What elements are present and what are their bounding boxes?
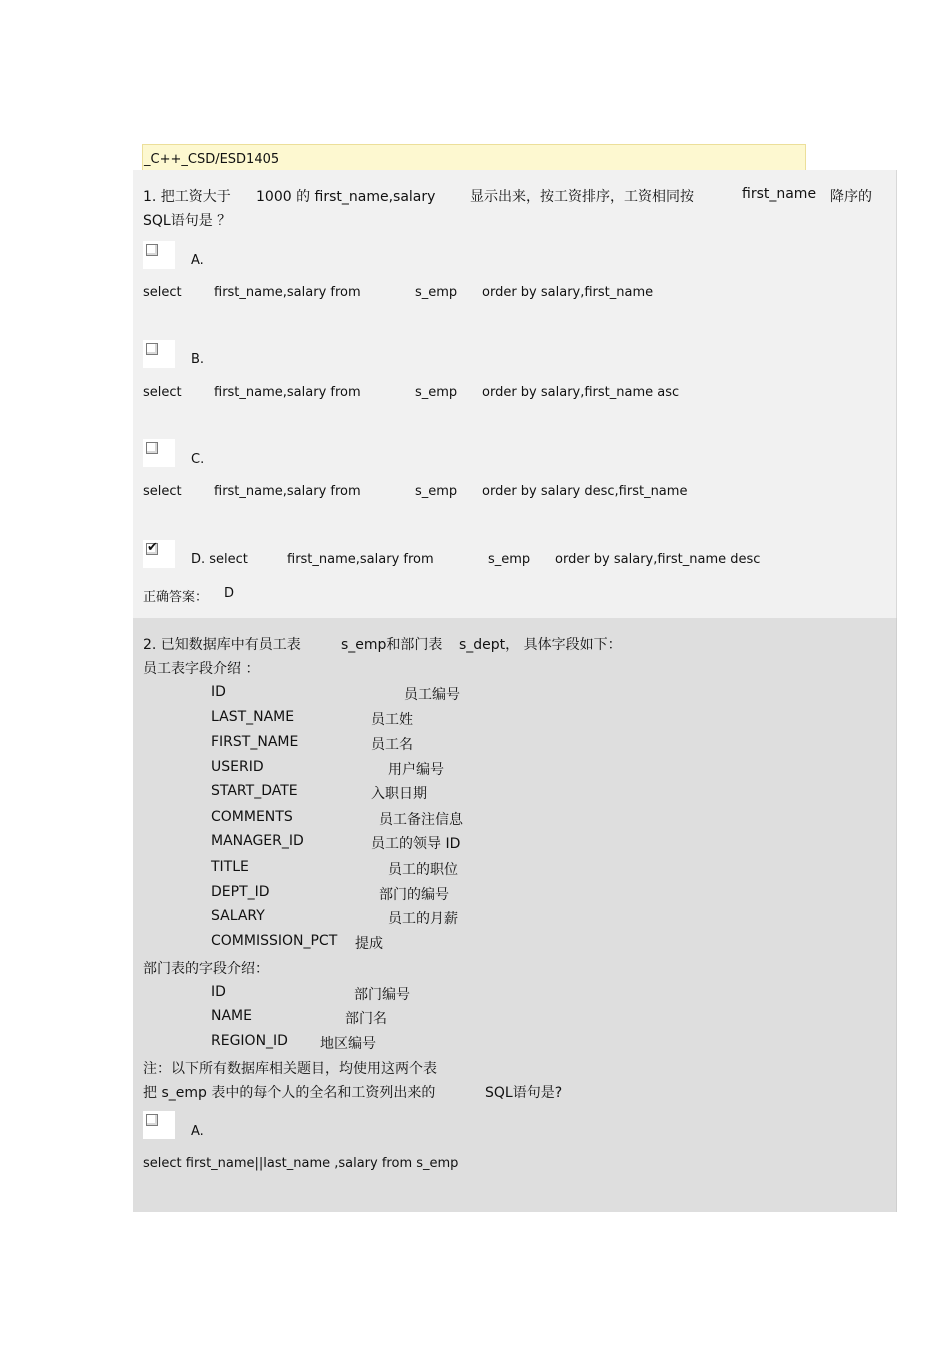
checkbox-icon xyxy=(146,343,158,355)
checkbox-icon xyxy=(146,244,158,256)
q2-option-a-letter: A. xyxy=(191,1124,204,1139)
q2-option-a-checkbox[interactable] xyxy=(143,1111,175,1139)
dept-field-desc: 部门编号 xyxy=(354,987,410,1003)
q2-stem-part: s_emp和部门表 xyxy=(341,637,443,653)
q1-option-b-checkbox[interactable] xyxy=(143,340,175,368)
q1-option-b-text: s_emp xyxy=(415,385,458,400)
q2-emp-title: 员工表字段介绍 ： xyxy=(143,661,260,677)
q1-option-b-text: order by salary,first_name asc xyxy=(482,385,680,400)
q2-question-part: SQL语句是? xyxy=(485,1085,563,1101)
q1-option-d-checkbox[interactable] xyxy=(143,540,175,568)
q1-stem-part: 1000 的 first_name,salary xyxy=(256,189,436,205)
emp-field-desc: 员工名 xyxy=(371,737,413,753)
course-title: _C++_CSD/ESD1405 xyxy=(144,152,280,167)
q1-option-a-checkbox[interactable] xyxy=(143,241,175,269)
emp-field-name: COMMENTS xyxy=(211,809,293,825)
q2-dept-title: 部门表的字段介绍： xyxy=(143,961,269,977)
q1-stem-part: 1. 把工资大于 xyxy=(143,189,231,205)
dept-field-desc: 地区编号 xyxy=(320,1036,376,1052)
q1-answer-label: 正确答案： xyxy=(143,590,209,605)
q1-option-a-letter: A. xyxy=(191,253,204,268)
q1-option-b-letter: B. xyxy=(191,352,205,367)
q1-option-a-text: s_emp xyxy=(415,285,458,300)
q1-option-c-text: select xyxy=(143,484,182,499)
emp-field-name: ID xyxy=(211,684,226,700)
emp-field-name: LAST_NAME xyxy=(211,709,295,725)
checkbox-icon xyxy=(146,442,158,454)
emp-field-desc: 入职日期 xyxy=(371,786,427,802)
dept-field-name: NAME xyxy=(211,1008,252,1024)
dept-field-name: ID xyxy=(211,984,226,1000)
emp-field-name: FIRST_NAME xyxy=(211,734,299,750)
q1-option-d-text: s_emp xyxy=(488,552,531,567)
q2-note: 注：以下所有数据库相关题目，均使用这两个表 xyxy=(143,1061,437,1077)
q1-stem-part: 显示出来，按工资排序，工资相同按 xyxy=(470,189,694,205)
emp-field-desc: 员工的职位 xyxy=(388,862,458,878)
emp-field-desc: 员工的领导 ID xyxy=(371,836,461,852)
emp-field-desc: 员工备注信息 xyxy=(379,812,463,828)
emp-field-name: DEPT_ID xyxy=(211,884,270,900)
q2-stem-part: 2. 已知数据库中有员工表 xyxy=(143,637,301,653)
q2-stem-part: s_dept， 具体字段如下： xyxy=(459,637,622,653)
q2-question-part: 把 s_emp 表中的每个人的全名和工资列出来的 xyxy=(143,1085,436,1101)
emp-field-name: MANAGER_ID xyxy=(211,833,304,849)
emp-field-desc: 员工姓 xyxy=(371,712,413,728)
emp-field-desc: 提成 xyxy=(355,936,383,952)
q1-option-c-text: first_name,salary from xyxy=(214,484,361,499)
q1-stem-line2: SQL语句是 ？ xyxy=(143,213,232,229)
q1-option-d-text: order by salary,first_name desc xyxy=(555,552,761,567)
q1-stem-part: 降序的 xyxy=(830,189,872,205)
q1-stem-part: first_name xyxy=(742,186,817,202)
q1-option-a-text: select xyxy=(143,285,182,300)
q1-option-c-text: s_emp xyxy=(415,484,458,499)
emp-field-name: COMMISSION_PCT xyxy=(211,933,338,949)
q1-option-a-text: first_name,salary from xyxy=(214,285,361,300)
emp-field-desc: 员工编号 xyxy=(404,687,460,703)
checkmark-icon: ✔ xyxy=(147,540,158,555)
emp-field-name: SALARY xyxy=(211,908,265,924)
q1-answer-value: D xyxy=(224,586,235,601)
emp-field-desc: 员工的月薪 xyxy=(388,911,458,927)
checkbox-icon xyxy=(146,1114,158,1126)
q2-option-a-text: select first_name||last_name ,salary from s_emp xyxy=(143,1156,459,1171)
q1-option-b-text: select xyxy=(143,385,182,400)
q1-option-d-letter: D. select xyxy=(191,552,248,567)
q1-option-c-checkbox[interactable] xyxy=(143,439,175,467)
dept-field-desc: 部门名 xyxy=(345,1011,387,1027)
emp-field-name: START_DATE xyxy=(211,783,298,799)
emp-field-desc: 部门的编号 xyxy=(379,887,449,903)
q1-option-c-text: order by salary desc,first_name xyxy=(482,484,688,499)
q1-option-b-text: first_name,salary from xyxy=(214,385,361,400)
emp-field-desc: 用户编号 xyxy=(388,762,444,778)
q1-option-a-text: order by salary,first_name xyxy=(482,285,654,300)
dept-field-name: REGION_ID xyxy=(211,1033,288,1049)
emp-field-name: USERID xyxy=(211,759,264,775)
q1-option-d-text: first_name,salary from xyxy=(287,552,434,567)
emp-field-name: TITLE xyxy=(211,859,249,875)
q1-option-c-letter: C. xyxy=(191,452,205,467)
